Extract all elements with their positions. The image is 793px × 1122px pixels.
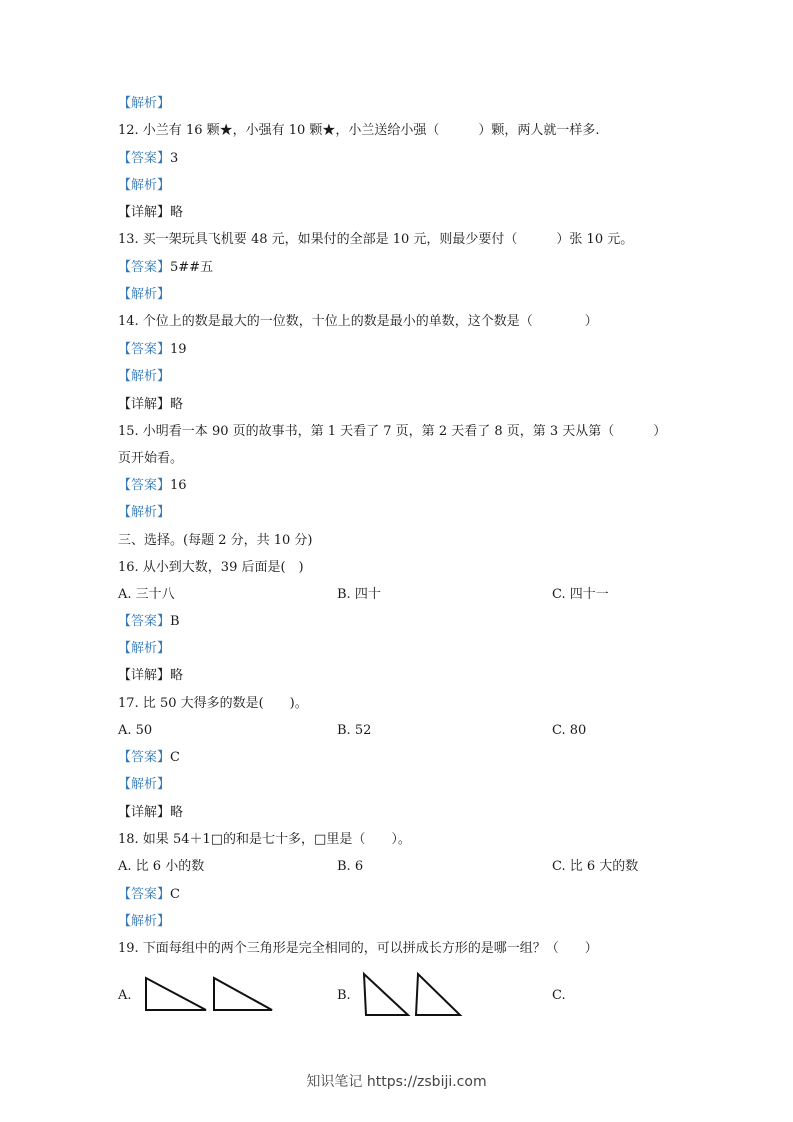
analysis-label: 【解析】	[118, 914, 171, 929]
option-b: B.	[337, 988, 351, 1003]
answer-label: 【答案】	[118, 260, 171, 275]
option-b: B. 四十	[337, 587, 381, 602]
question-17: 17. 比 50 大得多的数是( )。	[118, 696, 308, 711]
triangle-a2	[214, 978, 272, 1010]
answer-label: 【答案】	[118, 614, 171, 629]
question-19: 19. 下面每组中的两个三角形是完全相同的，可以拼成长方形的是哪一组？（ ）	[118, 941, 598, 956]
answer-line	[118, 614, 180, 630]
answer-value: C	[170, 887, 180, 902]
answer-line	[118, 151, 178, 167]
footer-watermark: 知识笔记 https://zsbiji.com	[306, 1074, 487, 1090]
question-14: 14. 个位上的数是最大的一位数，十位上的数是最小的单数，这个数是（ ）	[118, 314, 598, 329]
question-16: 16. 从小到大数，39 后面是( )	[118, 560, 304, 575]
question-13: 13. 买一架玩具飞机要 48 元，如果付的全部是 10 元，则最少要付（ ）张 10 元。	[118, 232, 634, 247]
detail-line: 【详解】略	[118, 205, 184, 220]
answer-line	[118, 478, 187, 494]
analysis-label: 【解析】	[118, 641, 171, 656]
answer-value: B	[170, 614, 180, 629]
triangle-pair-b	[360, 970, 470, 1020]
option-a: A. 50	[118, 723, 153, 738]
question-18: 18. 如果 54＋1□的和是七十多，□里是（ ）。	[118, 832, 411, 847]
answer-line	[118, 887, 180, 903]
triangle-b1	[364, 974, 408, 1015]
triangle-b2	[416, 974, 460, 1015]
answer-value: 16	[170, 478, 187, 493]
detail-line: 【详解】略	[118, 805, 184, 820]
answer-value: C	[170, 750, 180, 765]
option-a: A.	[118, 988, 132, 1003]
option-c: C. 比 6 大的数	[552, 859, 639, 874]
option-c: C. 80	[552, 723, 587, 738]
question-15: 15. 小明看一本 90 页的故事书，第 1 天看了 7 页，第 2 天看了 8 页，第 3 天从第（ ）	[118, 424, 667, 439]
analysis-label: 【解析】	[118, 178, 171, 193]
analysis-label: 【解析】	[118, 287, 171, 302]
triangle-pair-a	[140, 974, 280, 1016]
option-a: A. 三十八	[118, 587, 175, 602]
analysis-label: 【解析】	[118, 369, 171, 384]
triangle-a1	[146, 978, 206, 1010]
option-b: B. 52	[337, 723, 372, 738]
answer-label: 【答案】	[118, 750, 171, 765]
answer-value: 19	[170, 342, 187, 357]
question-12: 12. 小兰有 16 颗★，小强有 10 颗★，小兰送给小强（ ）颗，两人就一样多.	[118, 123, 600, 138]
question-15-cont: 页开始看。	[118, 451, 184, 466]
detail-line: 【详解】略	[118, 668, 184, 683]
section-heading: 三、选择。(每题 2 分，共 10 分)	[118, 533, 313, 548]
analysis-label: 【解析】	[118, 505, 171, 520]
option-c: C.	[552, 988, 566, 1003]
option-c: C. 四十一	[552, 587, 609, 602]
option-a: A. 比 6 小的数	[118, 859, 205, 874]
detail-line: 【详解】略	[118, 397, 184, 412]
answer-label: 【答案】	[118, 887, 171, 902]
analysis-label: 【解析】	[118, 96, 171, 111]
option-b: B. 6	[337, 859, 364, 874]
answer-label: 【答案】	[118, 342, 171, 357]
answer-line	[118, 750, 180, 766]
answer-line	[118, 260, 213, 276]
answer-label: 【答案】	[118, 151, 171, 166]
analysis-label: 【解析】	[118, 777, 171, 792]
answer-value: 5##五	[170, 260, 214, 275]
answer-value: 3	[170, 151, 179, 166]
answer-label: 【答案】	[118, 478, 171, 493]
answer-line	[118, 342, 187, 358]
